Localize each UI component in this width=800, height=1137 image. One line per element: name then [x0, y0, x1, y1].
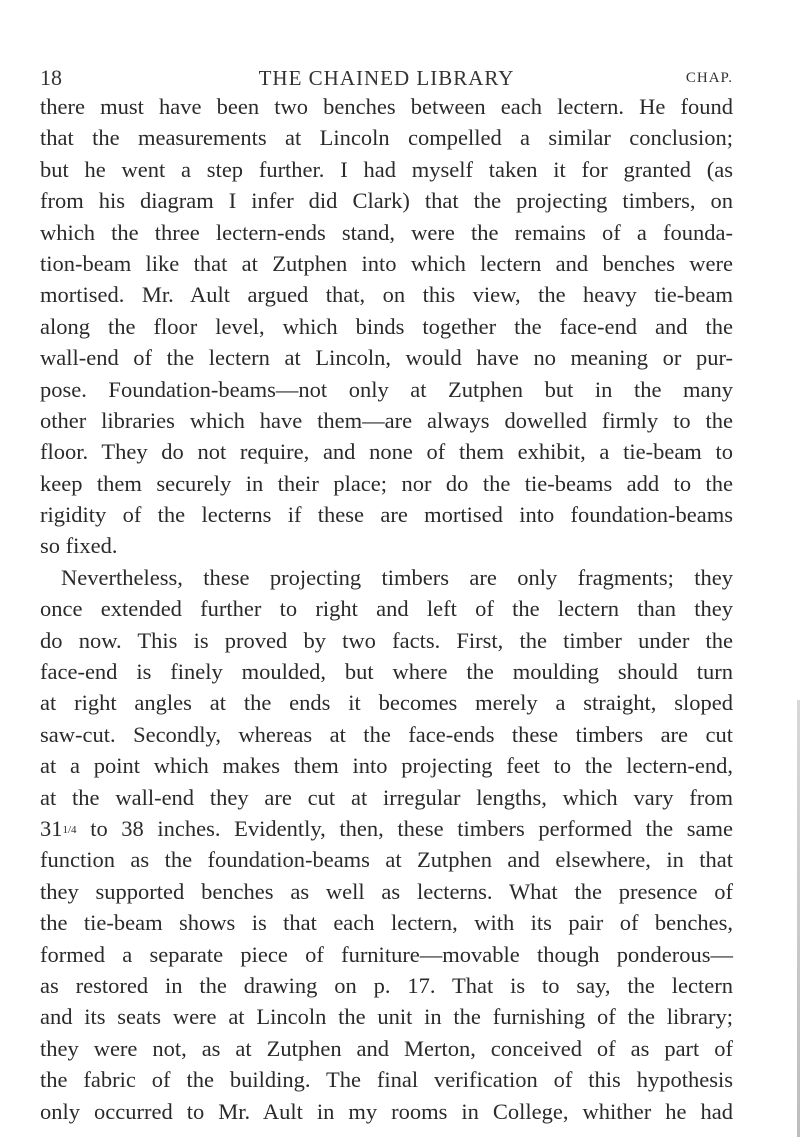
page-number: 18	[40, 65, 62, 90]
measure-whole: 31	[40, 815, 63, 841]
text-line: at the wall-end they are cut at irregular lengths, which vary from	[40, 784, 733, 810]
running-head	[40, 62, 733, 94]
running-title: THE CHAINED LIBRARY	[258, 66, 515, 90]
text-line: tion-beam like that at Zutphen into which lectern and benches were	[40, 250, 733, 276]
text-line: there must have been two benches between each lectern. He found	[40, 94, 733, 119]
text-line: at a point which makes them into projecting feet to the lectern-end,	[40, 753, 733, 779]
measure-fraction: 1/4	[62, 823, 77, 836]
text-line: but he went a step further. I had myself taken it for granted (as	[40, 156, 733, 182]
text-line: they were not, as at Zutphen and Merton, conceived of as part of	[40, 1035, 733, 1061]
text-line: saw-cut. Secondly, whereas at the face-ends these timbers are cut	[40, 721, 733, 747]
text-line: wall-end of the lectern at Lincoln, would have no meaning or pur-	[40, 345, 733, 371]
body-text	[40, 91, 733, 1127]
text-line: formed a separate piece of furniture—movable though ponderous—	[40, 941, 733, 967]
text-line: that the measurements at Lincoln compelled a similar conclusion;	[40, 125, 733, 151]
text-line: Nevertheless, these projecting timbers are only fragments; they	[61, 564, 733, 590]
text-line: once extended further to right and left of the lectern than they	[40, 596, 733, 622]
text-line-measure	[40, 813, 733, 844]
text-line: and its seats were at Lincoln the unit in the furnishing of the library;	[40, 1004, 733, 1030]
text-line: along the floor level, which binds together the face-end and the	[40, 313, 733, 339]
text-line: face-end is finely moulded, but where the moulding should turn	[40, 659, 733, 685]
text-line: function as the foundation-beams at Zutphen and elsewhere, in that	[40, 847, 733, 873]
chapter-mark: CHAP.	[685, 70, 733, 86]
text-line: from his diagram I infer did Clark) that the projecting timbers, on	[40, 188, 733, 214]
measure-line-rest: to 38 inches. Evidently, then, these timbers performed the same	[90, 815, 733, 841]
text-line: rigidity of the lecterns if these are mortised into foundation-beams	[40, 502, 733, 528]
text-line: floor. They do not require, and none of them exhibit, a tie-beam to	[40, 439, 733, 465]
text-line: the fabric of the building. The final verification of this hypothesis	[40, 1067, 733, 1093]
text-line: the tie-beam shows is that each lectern, with its pair of benches,	[40, 910, 733, 936]
text-line: other libraries which have them—are always dowelled firmly to the	[40, 407, 733, 433]
text-line: keep them securely in their place; nor do the tie-beams add to the	[40, 470, 733, 496]
text-line: which the three lectern-ends stand, were the remains of a founda-	[40, 219, 733, 245]
text-line: as restored in the drawing on p. 17. That is to say, the lectern	[40, 972, 733, 998]
text-line: pose. Foundation-beams—not only at Zutphen but in the many	[40, 376, 733, 402]
text-line: do now. This is proved by two facts. First, the timber under the	[40, 627, 733, 653]
text-line: they supported benches as well as lecterns. What the presence of	[40, 878, 733, 904]
text-line: at right angles at the ends it becomes merely a straight, sloped	[40, 690, 733, 716]
text-line: mortised. Mr. Ault argued that, on this view, the heavy tie-beam	[40, 282, 733, 308]
text-line: only occurred to Mr. Ault in my rooms in College, whither he had	[40, 1098, 733, 1124]
text-line: so fixed.	[40, 533, 118, 559]
